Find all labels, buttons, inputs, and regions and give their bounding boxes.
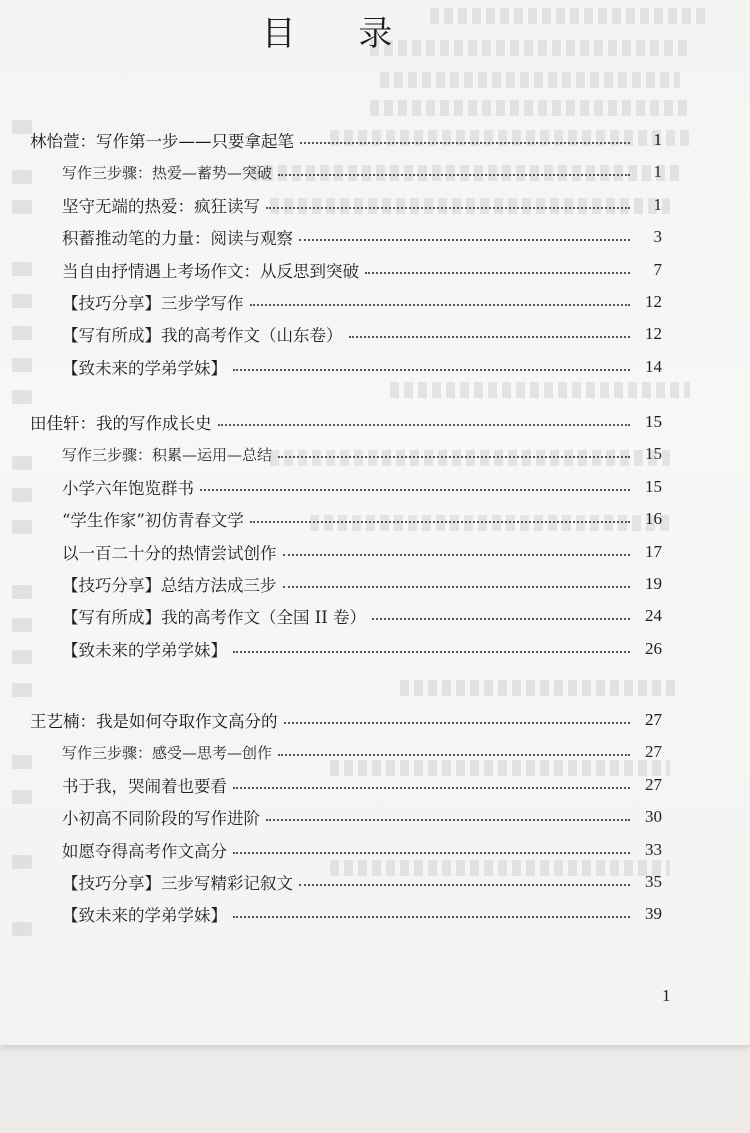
toc-entry-title: 【技巧分享】三步学写作 [62,294,244,313]
toc-page-number: 15 [645,476,662,496]
toc-entry [62,867,662,897]
toc-page-number: 26 [645,638,662,658]
dot-leader [349,336,631,338]
dot-leader [233,852,630,854]
toc-entry [62,737,662,767]
toc-entry [62,472,662,502]
toc-page-number: 27 [645,710,662,729]
toc-page-number: 1 [653,130,662,149]
dot-leader [250,521,630,523]
dot-leader [299,239,630,241]
toc-entry-title: 写作三步骤：积累—运用—总结 [62,445,273,464]
toc-entry-title: 【致未来的学弟学妹】 [62,906,227,926]
toc-page-number: 15 [645,412,662,431]
dot-leader [218,424,631,426]
dot-leader [266,207,630,209]
dot-leader [278,456,630,458]
dot-leader [233,369,630,371]
toc-entry [62,352,662,382]
toc-page-number: 15 [645,444,662,464]
toc-entry-title: 以一百二十分的热情尝试创作 [62,543,277,563]
footer-page-number: 1 [662,986,671,1005]
toc-page-number: 27 [645,774,662,794]
toc-author-heading [30,705,662,735]
toc-page-number: 12 [645,292,662,311]
toc-page-number: 33 [645,839,662,859]
toc-page-number: 12 [645,324,662,344]
dot-leader [284,722,631,724]
toc-entry [62,222,662,252]
toc-entry-title: 【写有所成】我的高考作文（全国 II 卷） [62,608,367,628]
toc-page-number: 30 [645,807,662,827]
dot-leader [300,142,630,144]
toc-entry-title: 小学六年饱览群书 [62,478,194,498]
dot-leader [250,304,631,306]
toc-author-heading [30,407,662,437]
toc-page-number: 16 [645,509,662,529]
toc-entry [62,835,662,865]
toc-entry [62,157,662,187]
toc-entry-title: “学生作家”初仿青春文学 [62,511,244,531]
toc-entry [62,770,662,800]
toc-entry-title: 写作三步骤：感受—思考—创作 [62,743,273,762]
toc-entry-title: 王艺楠：我是如何夺取作文高分的 [30,712,278,731]
toc-page-number: 14 [645,356,662,376]
toc-entry [62,319,662,349]
toc-entry-title: 【技巧分享】三步写精彩记叙文 [62,874,293,893]
dot-leader [233,787,630,789]
toc-entry-title: 坚守无端的热爱：疯狂读写 [62,196,260,216]
dot-leader [266,819,630,821]
toc-page-number: 1 [653,162,662,182]
toc-entry [62,569,662,599]
toc-entry-title: 田佳轩：我的写作成长史 [30,414,212,433]
toc-entry [62,634,662,664]
toc-author-heading [30,125,662,155]
toc-page-number: 27 [645,742,662,762]
toc-entry-title: 【致未来的学弟学妹】 [62,640,227,660]
toc-entry-title: 书于我，哭闹着也要看 [62,776,227,796]
dot-leader [233,916,630,918]
toc-entry [62,439,662,469]
toc-page-number: 24 [645,606,662,626]
toc-entry [62,537,662,567]
dot-leader [299,884,630,886]
toc-page-number: 7 [653,259,662,279]
toc-entry-title: 【致未来的学弟学妹】 [62,358,227,378]
toc-entry [62,287,662,317]
toc-page-number: 17 [645,541,662,561]
page-title: 目 录 [261,14,419,54]
dot-leader [233,651,630,653]
toc-entry [62,255,662,285]
toc-entry-title: 【技巧分享】总结方法成三步 [62,576,277,595]
toc-page-number: 3 [653,227,662,247]
toc-entry-title: 【写有所成】我的高考作文（山东卷） [62,326,343,346]
toc-page-number: 1 [653,194,662,214]
toc-entry-title: 写作三步骤：热爱—蓄势—突破 [62,163,273,182]
toc-entry-title: 积蓄推动笔的力量：阅读与观察 [62,229,293,249]
toc-entry [62,504,662,534]
toc-entry-title: 当自由抒情遇上考场作文：从反思到突破 [62,261,359,281]
toc-page-number: 35 [645,872,662,891]
toc-page-number: 19 [645,574,662,593]
dot-leader [200,489,630,491]
toc-entry [62,190,662,220]
dot-leader [372,618,630,620]
dot-leader [283,586,631,588]
toc-entry-title: 小初高不同阶段的写作进阶 [62,809,260,829]
dot-leader [365,272,630,274]
dot-leader [283,554,631,556]
toc-entry-title: 林怡萱：写作第一步——只要拿起笔 [30,132,294,151]
toc-entry [62,802,662,832]
toc-entry-title: 如愿夺得高考作文高分 [62,841,227,861]
toc-entry [62,899,662,929]
toc-entry [62,601,662,631]
dot-leader [278,174,630,176]
dot-leader [278,754,630,756]
toc-page-number: 39 [645,904,662,924]
